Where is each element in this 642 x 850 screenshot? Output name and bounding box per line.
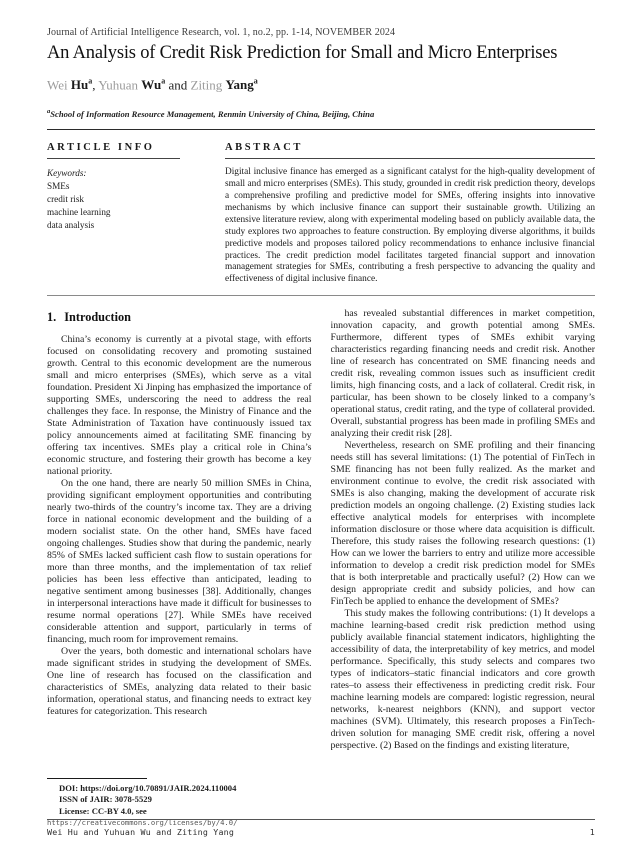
author-first-name: Ziting (190, 77, 223, 93)
keywords-label: Keywords: (47, 168, 87, 179)
author-affiliation-superscript: a (88, 77, 93, 86)
left-column (47, 308, 312, 828)
keywords-block (47, 167, 180, 232)
paragraph: has revealed substantial differences in market competition, innovation capacity, and growth potential among SMEs. Furthermore, different types of SMEs exhibit varying characteristics regarding financing needs and credit risk. Another line of research has concentrated on SME financing needs and credit risk, revealing common issues such as insufficient credit limits, high financing costs, and a lack of collateral. Credit risk, in particular, has been shown to be closely linked to a company’s operational status, credit rating, and the type of collateral provided. Overall, substantial progress has been made in profiling SMEs and analyzing their credit risk [28]. (330, 308, 595, 440)
journal-line: Journal of Artificial Intelligence Research, vol. 1, no.2, pp. 1-14, NOVEMBER 2024 (47, 27, 396, 38)
section-number: 1. (47, 310, 57, 325)
author-last-name: Wu$^a$ (141, 77, 166, 93)
header-divider-rule (47, 129, 595, 130)
paragraph: Over the years, both domestic and international scholars have made significant strides in studying the development of SMEs. One line of research has focused on the classification and characteristics of SMEs, analyzing data related to their basic information, operational status, and financing needs to extract key features for categorization. This research (47, 646, 312, 718)
article-info-column (47, 142, 180, 286)
page-footer (47, 819, 595, 837)
article-info-abstract-section (47, 142, 595, 286)
issn-line: ISSN of JAIR: 3078-5529 (59, 794, 152, 805)
author-last-name: Hu$^a$ (70, 77, 93, 93)
section-title: Introduction (64, 310, 131, 325)
abstract-heading: ABSTRACT (225, 142, 595, 159)
abstract-text: Digital inclusive finance has emerged as a significant catalyst for the high-quality development of small and micro enterprises (SMEs). This study, grounded in credit risk prediction theory, develops a comprehensive profiling and predictive model for SMEs, offering insights into innovative mechanisms by which inclusive finance can support their sustainable growth. Utilizing an extensive literature review, along with experimental modeling based on publicly available data, the study explores two approaches to feature construction. By employing diverse algorithms, it builds predictive models and proposes tailored policy recommendations to enhance inclusive financial practices. The credit prediction model facilitates targeted financial support and innovation management strategies for SMEs, contributing a fresh perspective to advancing the quality and effectiveness of digital inclusive finance. (225, 167, 595, 285)
author-separator: and (168, 77, 188, 93)
footer-page-number: 1 (589, 827, 595, 837)
doi-line (47, 783, 312, 794)
authors-line (47, 77, 595, 93)
affiliation: $^a$School of Information Resource Management, Renmin University of China, Beijing, China (47, 108, 375, 120)
abstract-bottom-rule (47, 295, 595, 296)
author-separator: , (92, 77, 96, 93)
footnote-rule (47, 778, 147, 779)
section-heading-introduction (47, 310, 312, 325)
article-info-heading: ARTICLE INFO (47, 142, 180, 159)
paragraph: China’s economy is currently at a pivotal stage, with efforts focused on consolidating recovery and promoting sustained growth. Central to this economic development are the numerous small and micro enterprises (SMEs), which serve as a vital foundation. President Xi Jinping has emphasized the importance of supporting SMEs, underscoring the need to address the real challenges they face. In response, the Ministry of Finance and the State Administration of Taxation have continuously issued tax policy announcements aimed at facilitating SME financing by offering tax incentives. SMEs play a critical role in China’s economic structure, and fostering their growth has become a key national priority. (47, 334, 312, 478)
license-label: License: CC-BY 4.0, see (59, 805, 147, 816)
main-body (47, 308, 595, 828)
author-first-name: Yuhuan (98, 77, 138, 93)
affiliation-superscript: a (47, 108, 51, 116)
license-url-link[interactable]: https://creativecommons.org/licenses/by/4.0/ (47, 817, 238, 827)
author-first-name: Wei (47, 77, 68, 93)
author-affiliation-superscript: a (161, 77, 166, 86)
abstract-column (225, 142, 595, 286)
author-affiliation-superscript: a (253, 77, 258, 86)
footer-authors: Wei Hu and Yuhuan Wu and Ziting Yang (47, 827, 235, 837)
right-column (331, 308, 596, 828)
author-last-name: Yang$^a$ (225, 77, 258, 93)
keyword-item: credit risk (47, 194, 84, 205)
paper-title: An Analysis of Credit Risk Prediction for Small and Micro Enterprises (47, 43, 558, 63)
doi-label: DOI: (59, 783, 79, 794)
keyword-item: machine learning (47, 207, 111, 218)
paragraph: This study makes the following contributions: (1) It develops a machine learning-based credit risk prediction method using publicly available financial statement indicators, highlighting the accessibility of data, the interpretability of key metrics, and model performance. Specifically, this study selects and compares two types of indicators–static financial indicators and core growth rates–to assess their effectiveness in predicting credit risk. Four machine learning models are compared: logistic regression, neural networks, k-nearest neighbors (KNN), and support vector machines (SVM). Ultimately, this research proposes a FinTech-driven solution for managing SME credit risk, offering a novel perspective. (2) Based on the findings and existing literature, (330, 608, 595, 752)
paragraph: Nevertheless, research on SME profiling and their financing needs still has several limitations: (1) The potential of FinTech in SME financing has not been fully realized. As the market and environment continue to evolve, the credit risk associated with SMEs is also changing, making the development of accurate risk prediction models an ongoing challenge. (2) Existing studies lack effective analytical models for enterprises with incomplete information disclosure or those where data acquisition is difficult. Therefore, this study raises the following research questions: (1) How can we lower the barriers to entry and utilize more accessible information to develop a credit risk prediction model for SMEs that is both interpretable and practically useful? (2) How can we design appropriate credit and subsidy policies, and how can FinTech be applied to enhance the development of SMEs? (330, 440, 595, 608)
keyword-item: SMEs (47, 181, 70, 192)
paragraph: On the one hand, there are nearly 50 million SMEs in China, providing significant employment opportunities and contributing nearly two-thirds of the country’s income tax. They are a driving force in national economic development and the building of a modern socialist state. On the other hand, SMEs have faced ongoing challenges. Studies show that during the pandemic, nearly 85% of SMEs lacked sufficient cash flow to sustain operations for more than three months, and the implementation of tax relief policies has been less effective than anticipated, leading to negative sentiment among businesses [38]. Additionally, changes in interpersonal interactions have made it difficult for businesses to resume normal operations [27]. While SMEs have received considerable attention and support, particularly in terms of financing, much room for improvement remains. (47, 478, 312, 646)
keyword-item: data analysis (47, 220, 95, 231)
doi-value[interactable]: https://doi.org/10.70891/JAIR.2024.110004 (80, 783, 237, 794)
